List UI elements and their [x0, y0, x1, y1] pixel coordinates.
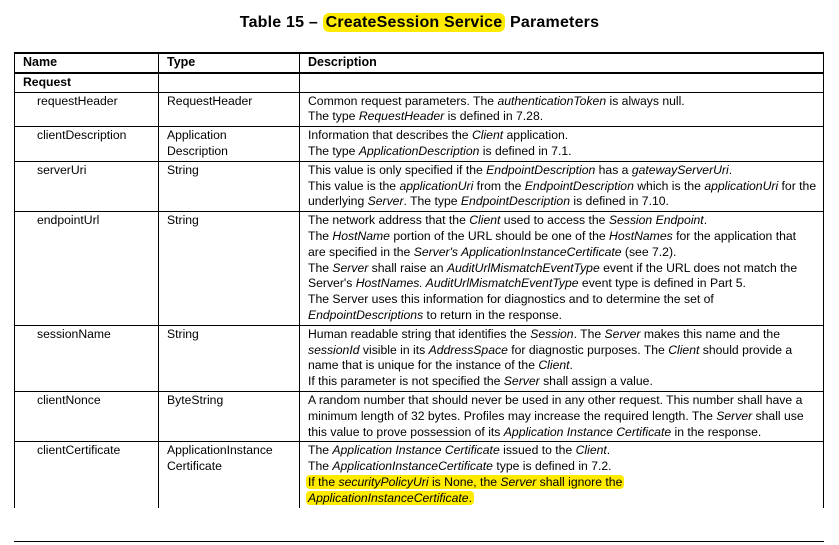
param-description: Information that describes the Client application. The type ApplicationDescription is defined in 7.1.: [300, 127, 824, 161]
param-description: The Application Instance Certificate issued to the Client. The ApplicationInstanceCertificate type is defined in 7.2. If the securityPolicyUri is None, the Server shall ignore the ApplicationInstanceCertificate.: [300, 442, 824, 507]
table-row: [14, 162, 824, 212]
caption-prefix: Table 15 –: [239, 14, 323, 31]
param-type: String: [159, 326, 300, 391]
table-caption: [0, 14, 839, 32]
table-row: [14, 93, 824, 128]
caption-suffix: Parameters: [505, 14, 600, 31]
param-type: Application Description: [159, 127, 300, 161]
param-name: endpointUrl: [14, 212, 159, 325]
table-bottom-rule: [14, 541, 824, 542]
table-row: [14, 442, 824, 507]
param-description: A random number that should never be used in any other request. This number shall have a minimum length of 32 bytes. Profiles may increase the required length. The Server shall use this value to prove possession of its Application Instance Certificate in the response.: [300, 392, 824, 441]
param-name: clientCertificate: [14, 442, 159, 507]
parameters-table: [14, 52, 824, 508]
header-name: Name: [14, 54, 159, 72]
section-label-request: Request: [14, 74, 159, 92]
param-name: requestHeader: [14, 93, 159, 127]
param-name: sessionName: [14, 326, 159, 391]
header-description: Description: [300, 54, 824, 72]
highlighted-text: ApplicationInstanceCertificate.: [308, 490, 472, 505]
param-name: serverUri: [14, 162, 159, 211]
section-empty-desc: [300, 74, 824, 92]
highlighted-text: If the securityPolicyUri is None, the Server shall ignore the: [308, 474, 623, 489]
param-description: This value is only specified if the EndpointDescription has a gatewayServerUri. This value is the applicationUri from the EndpointDescription which is the applicationUri for the underlying Server. The type EndpointDescription is defined in 7.10.: [300, 162, 824, 211]
table-row: [14, 326, 824, 392]
section-empty-type: [159, 74, 300, 92]
param-type: RequestHeader: [159, 93, 300, 127]
param-description: The network address that the Client used to access the Session Endpoint. The HostName portion of the URL should be one of the HostNames for the application that are specified in the Server's ApplicationInstanceCertificate (see 7.2). The Server shall raise an AuditUrlMismatchEventType event if the URL does not match the Server's HostNames. AuditUrlMismatchEventType event type is defined in Part 5. The Server uses this information for diagnostics and to determine the set of EndpointDescriptions to return in the response.: [300, 212, 824, 325]
table-header-row: [14, 54, 824, 74]
table-row: [14, 127, 824, 162]
param-description: Human readable string that identifies the Session. The Server makes this name and the sessionId visible in its AddressSpace for diagnostic purposes. The Client should provide a name that is unique for the instance of the Client. If this parameter is not specified the Server shall assign a value.: [300, 326, 824, 391]
param-type: String: [159, 162, 300, 211]
param-description: Common request parameters. The authenticationToken is always null. The type RequestHeader is defined in 7.28.: [300, 93, 824, 127]
param-name: clientNonce: [14, 392, 159, 441]
param-type: ByteString: [159, 392, 300, 441]
section-row-request: [14, 74, 824, 93]
caption-highlight: CreateSession Service: [323, 13, 506, 32]
param-type: ApplicationInstance Certificate: [159, 442, 300, 507]
header-type: Type: [159, 54, 300, 72]
table-row: [14, 212, 824, 326]
table-row: [14, 392, 824, 442]
param-type: String: [159, 212, 300, 325]
param-name: clientDescription: [14, 127, 159, 161]
